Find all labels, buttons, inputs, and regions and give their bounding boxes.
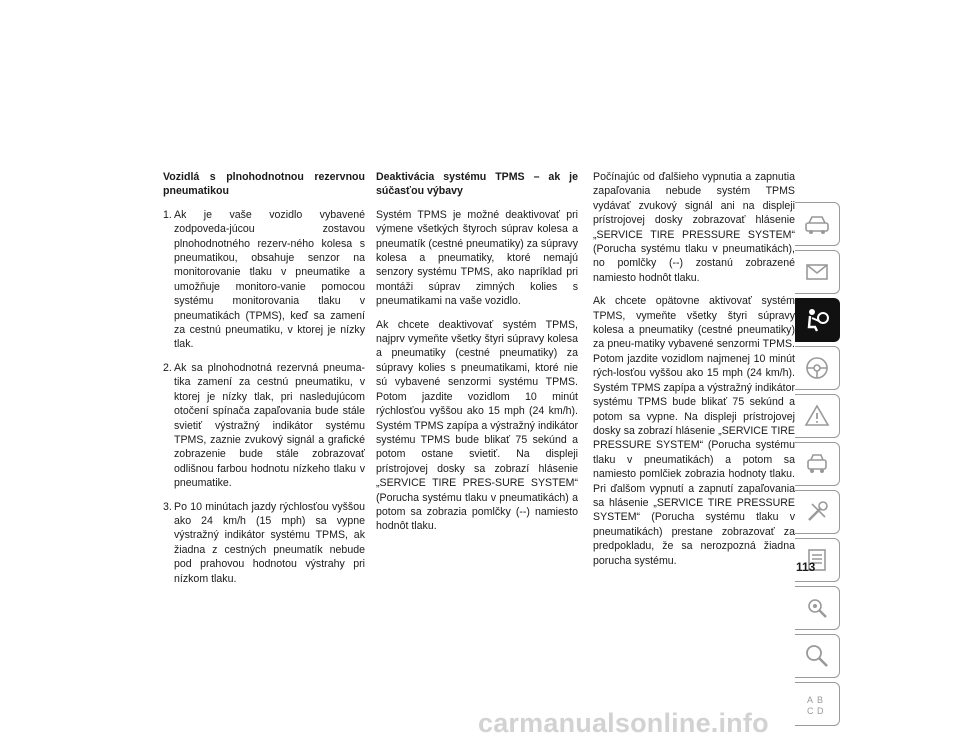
list-item (163, 208, 365, 352)
car-mail-icon (802, 257, 832, 287)
steering-wheel-icon (802, 353, 832, 383)
svg-text:B: B (817, 695, 824, 705)
tab-tools[interactable] (795, 490, 840, 534)
tab-car-mail[interactable] (795, 250, 840, 294)
airbag-seat-icon (802, 305, 832, 335)
tab-airbag-seat[interactable] (795, 298, 840, 342)
paragraph: Systém TPMS je možné deaktivovať pri výmene všetkých štyroch súprav kolesa a pneumatík (cestné pneumatiky) za súpravy kolesa a pneumatiky, ktoré nemajú senzory systému TPMS, ako napríklad pri montáži súprav zimných kolies s pneumatikami na vaše vozidlo. (376, 208, 578, 308)
svg-text:A: A (807, 695, 814, 705)
section-heading-tpms-deactivation: Deaktivácia systému TPMS – ak je súčasťou výbavy (376, 171, 578, 198)
tab-car-dashboard[interactable] (795, 202, 840, 246)
watermark: carmanualsonline.info (478, 708, 769, 738)
list-number: 2. (163, 361, 172, 374)
car-dashboard-icon (802, 209, 832, 239)
list-number: 1. (163, 208, 172, 221)
left-column (163, 170, 365, 595)
car-service-icon (802, 449, 832, 479)
right-column (593, 170, 795, 577)
svg-text:D: D (817, 706, 824, 716)
chapter-tabs (795, 202, 841, 730)
tab-search[interactable] (795, 634, 840, 678)
svg-text:C: C (807, 706, 814, 716)
tools-icon (802, 497, 832, 527)
paragraph: Ak chcete opätovne aktivovať systém TPMS, vymeňte všetky štyri súpravy kolesa a pneumatiky (cestné pneumatiky) za pneu-matiky vybavené senzormi TPMS. Potom jazdite vozidlom najmenej 10 minút rých-losťou vyššou ako 15 mph (24 km/h). Systém TPMS zapípa a výstražný indikátor systému TPMS bude blikať 75 sekúnd a potom sa vypne. Na displeji prístrojovej dosky sa zobrazí hlásenie „SERVICE TIRE PRESSURE SYSTEM“ (Porucha systému tlaku v pneumatikách) a potom sa namiesto pomlčiek zobrazia hodnoty tlaku. Pri ďalšom vypnutí a zapnutí zapaľovania sa hlásenie „SERVICE TIRE PRESSURE SYSTEM“ (Porucha systému tlaku v pneumatikách) prestane zobrazovať za predpokladu, že sa nerozpozná žiadna porucha systému. (593, 295, 795, 567)
list-item (163, 500, 365, 586)
paragraph: Ak chcete deaktivovať systém TPMS, najprv vymeňte všetky štyri súpravy kolesa a pneumatiky (cestné pneumatiky) za súpravy kolies s pneumatikami, ktoré nie sú vybavené senzormi systému TPMS. Potom jazdite vozidlom 10 minút rýchlosťou vyššou ako 15 mph (24 km/h). Systém TPMS zapípa a výstražný indikátor systému TPMS bude blikať 75 sekúnd a potom ostane svietiť. Na displeji prístrojovej dosky sa zobrazí hlásenie „SERVICE TIRE PRES-SURE SYSTEM“ (Porucha systému tlaku v pneumatikách) a potom sa zobrazia pomlčky (--) namiesto hodnôt tlaku. (376, 318, 578, 533)
settings-wrench-icon (802, 593, 832, 623)
middle-column (376, 170, 578, 543)
tab-car-service[interactable] (795, 442, 840, 486)
search-icon (802, 641, 832, 671)
numbered-list (163, 208, 365, 586)
tab-steering-wheel[interactable] (795, 346, 840, 390)
tab-settings-wrench[interactable] (795, 586, 840, 630)
list-text: Ak sa plnohodnotná rezervná pneuma-tika zamení za cestnú pneumatiku, v ktorej je nízky tlak, pri nasledujúcom otočení spínača zapaľovania bude stále svietiť výstražný indikátor systému TPMS, zaznie zvukový signál a grafické zobrazenie bude stále zobrazovať odlišnou farbou hodnotu nízkeho tlaku v pneumatike. (174, 361, 365, 490)
list-text: Ak je vaše vozidlo vybavené zodpoveda-júcou zostavou plnohodnotného rezerv-ného kolesa s pneumatikou, obsahuje senzor na monitorovanie tlaku v pneumatike a umožňuje monitoro-vanie pomocou systému monitorovania tlaku v pneumatikách (TPMS), keď sa zamení za cestnú pneumatiku, v ktorej je nízky tlak. (174, 208, 365, 351)
list-item (163, 361, 365, 491)
paragraph: Počínajúc od ďalšieho vypnutia a zapnutia zapaľovania nebude systém TPMS vydávať zvukový signál ani na displeji prístrojovej dosky zobrazovať hlásenie „SERVICE TIRE PRESSURE SYSTEM“ (Porucha systému tlaku v pneumatikách), no pomlčky (--) zostanú zobrazené namiesto hodnôt tlaku. (593, 171, 795, 284)
page-number: 113 (796, 560, 816, 574)
list-text: Po 10 minútach jazdy rýchlosťou vyššou ako 24 km/h (15 mph) sa vypne výstražný indikátor systému TPMS, ak žiadna z cestných pneumatík nebude pod prahovou hodnotou výstrahy pri nízkom tlaku. (174, 500, 365, 585)
section-heading-full-spare: Vozidlá s plnohodnotnou rezervnou pneumatikou (163, 171, 365, 198)
tab-car-warning[interactable] (795, 394, 840, 438)
list-number: 3. (163, 500, 172, 513)
car-warning-icon (802, 401, 832, 431)
